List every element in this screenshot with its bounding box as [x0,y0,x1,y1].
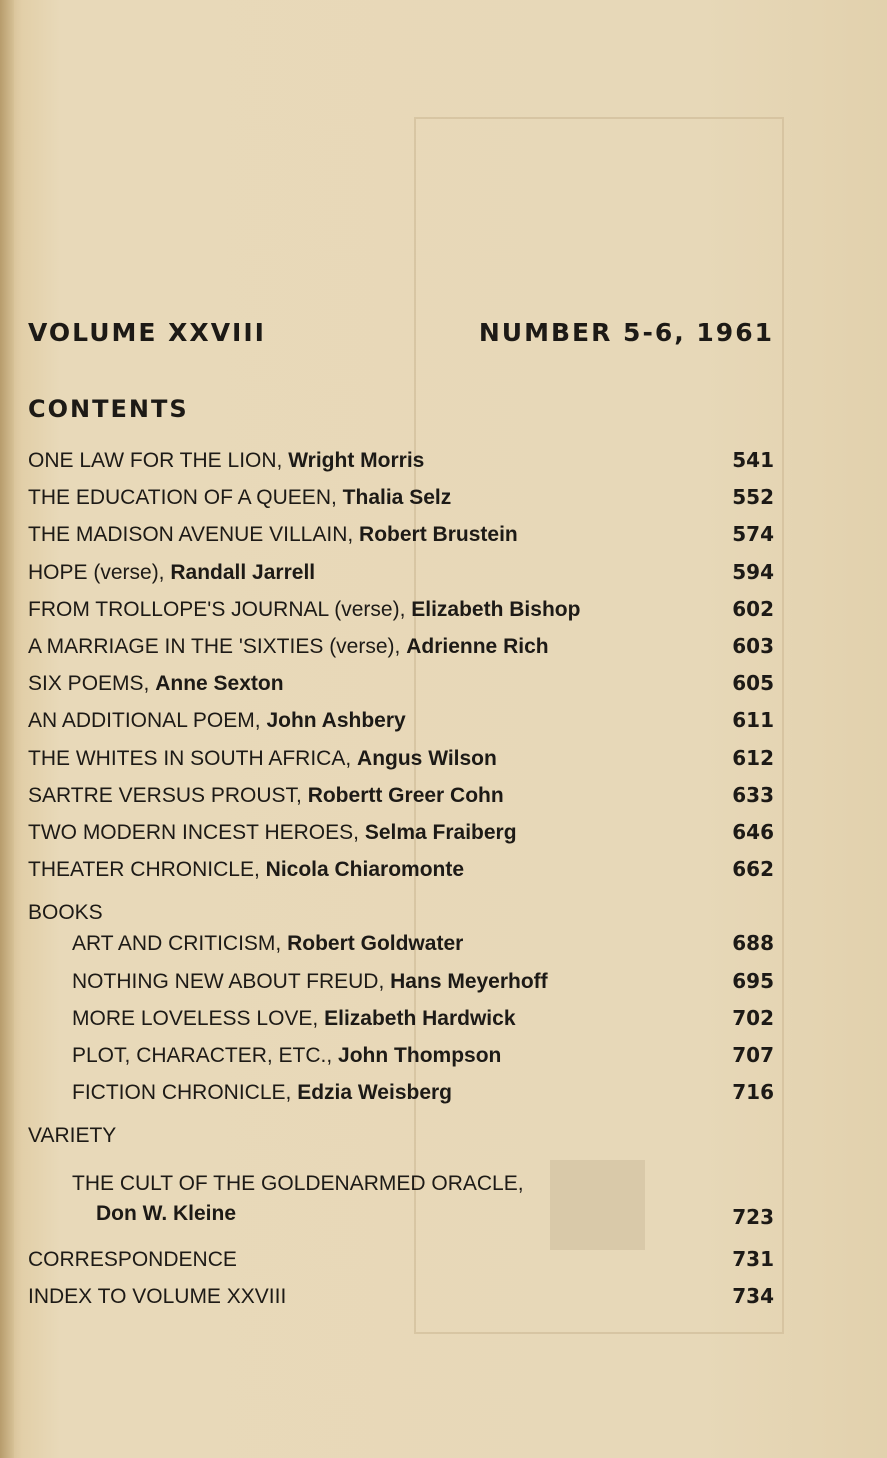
entry-title: PLOT, CHARACTER, ETC., [72,1044,333,1067]
entry-author: John Ashbery [266,709,406,733]
entry-title: ART AND CRITICISM, [72,932,282,956]
entry-title: A MARRIAGE IN THE 'SIXTIES (verse), [28,634,401,658]
entry-page-number: 707 [732,1043,774,1067]
entry-text [28,523,518,547]
entry-text [72,1081,452,1105]
entry-title: INDEX TO VOLUME XXVIII [28,1284,287,1308]
entry-title: AN ADDITIONAL POEM, [28,709,261,733]
toc-entry [28,931,774,968]
entry-title: THEATER CHRONICLE, [28,858,260,882]
entry-title: THE CULT OF THE GOLDENARMED ORACLE, [72,1171,524,1195]
entry-page-number: 612 [732,745,774,770]
volume-label: VOLUME XXVIII [28,318,266,347]
entry-page-number: 723 [732,1204,774,1229]
toc-entry [28,1043,774,1080]
entry-author: Robert Goldwater [287,932,464,956]
entry-author: Selma Fraiberg [364,820,517,844]
toc-entry-variety [28,1155,774,1229]
entry-author: Randall Jarrell [170,560,316,584]
entry-author: Nicola Chiaromonte [265,858,465,882]
entry-author: Adrienne Rich [406,634,549,658]
entry-title: SARTRE VERSUS PROUST, [28,783,302,807]
contents-heading: CONTENTS [28,395,189,423]
entry-author: Angus Wilson [357,746,497,770]
book-gutter [0,0,14,1458]
entry-text [28,561,315,585]
entry-author: Edzia Weisberg [297,1081,453,1105]
toc-entry [28,671,774,708]
entry-title: FROM TROLLOPE'S JOURNAL (verse), [28,597,406,621]
entry-page-number: 702 [732,1005,774,1030]
entry-author: Wright Morris [288,449,425,472]
entry-author: Robertt Greer Cohn [307,783,504,807]
entry-title: SIX POEMS, [28,672,150,696]
toc-entry-correspondence [28,1247,774,1284]
entry-page-number: 603 [732,633,774,658]
entry-title: NOTHING NEW ABOUT FREUD, [72,969,385,993]
entry-title: THE EDUCATION OF A QUEEN, [28,486,337,510]
entry-text [72,970,548,994]
entry-text [28,635,549,659]
entry-title: THE WHITES IN SOUTH AFRICA, [28,746,352,770]
toc-entry [28,597,774,634]
entry-page-number: 605 [732,671,774,696]
entry-author: Thalia Selz [342,486,452,510]
entry-page-number: 662 [732,857,774,882]
entry-text [72,1044,501,1068]
entry-page-number: 731 [732,1246,774,1271]
toc-entry [28,820,774,857]
books-heading: BOOKS [28,901,103,925]
issue-header [28,318,774,347]
entry-text [28,821,517,845]
entry-page-number: 646 [732,819,774,844]
toc-entry [28,783,774,820]
toc-entry [28,634,774,671]
entry-text [28,672,284,696]
entry-page-number: 611 [732,708,774,733]
entry-author: Anne Sexton [155,672,284,696]
entry-page-number: 633 [732,782,774,807]
entry-page-number: 552 [732,485,774,510]
entry-page-number: 688 [732,931,774,956]
entry-page-number: 734 [732,1283,774,1308]
entry-text [28,486,451,510]
entry-text [28,747,497,771]
entry-text [28,449,424,473]
entry-text [72,932,463,956]
entry-author: Elizabeth Hardwick [324,1006,516,1030]
entry-page-number: 594 [732,559,774,584]
toc-entry-index [28,1284,774,1321]
entry-author: Robert Brustein [359,523,518,547]
entry-author: Hans Meyerhoff [390,969,548,993]
entry-text [72,1007,516,1031]
toc-entry [28,522,774,559]
toc-entry [28,485,774,522]
entry-page-number: 602 [732,596,774,621]
entry-author: John Thompson [338,1044,502,1067]
entry-title: ONE LAW FOR THE LION, [28,449,283,472]
entry-text [28,709,406,733]
entry-title: TWO MODERN INCEST HEROES, [28,820,359,844]
toc-entry [28,560,774,597]
toc-entry [28,1006,774,1043]
entry-title: THE MADISON AVENUE VILLAIN, [28,523,354,547]
entry-page-number: 574 [732,522,774,547]
entry-title: MORE LOVELESS LOVE, [72,1006,319,1030]
entry-title: HOPE (verse), [28,560,165,584]
toc-entry [28,448,774,485]
toc-entry [28,857,774,894]
entry-page-number: 695 [732,968,774,993]
toc-entry [28,708,774,745]
entry-text [28,598,580,622]
entry-title: CORRESPONDENCE [28,1247,237,1271]
entry-author: Don W. Kleine [96,1201,237,1225]
entry-page-number: 716 [732,1080,774,1105]
toc-entry [28,969,774,1006]
entry-page-number: 541 [732,448,774,472]
variety-heading: VARIETY [28,1124,117,1148]
toc-entry [28,746,774,783]
entry-author: Elizabeth Bishop [411,597,581,621]
entry-title: FICTION CHRONICLE, [72,1081,292,1105]
table-of-contents [28,448,774,1321]
entry-text [28,784,504,808]
toc-entry [28,1080,774,1117]
entry-text [28,858,464,882]
issue-number-label: NUMBER 5-6, 1961 [478,318,774,347]
